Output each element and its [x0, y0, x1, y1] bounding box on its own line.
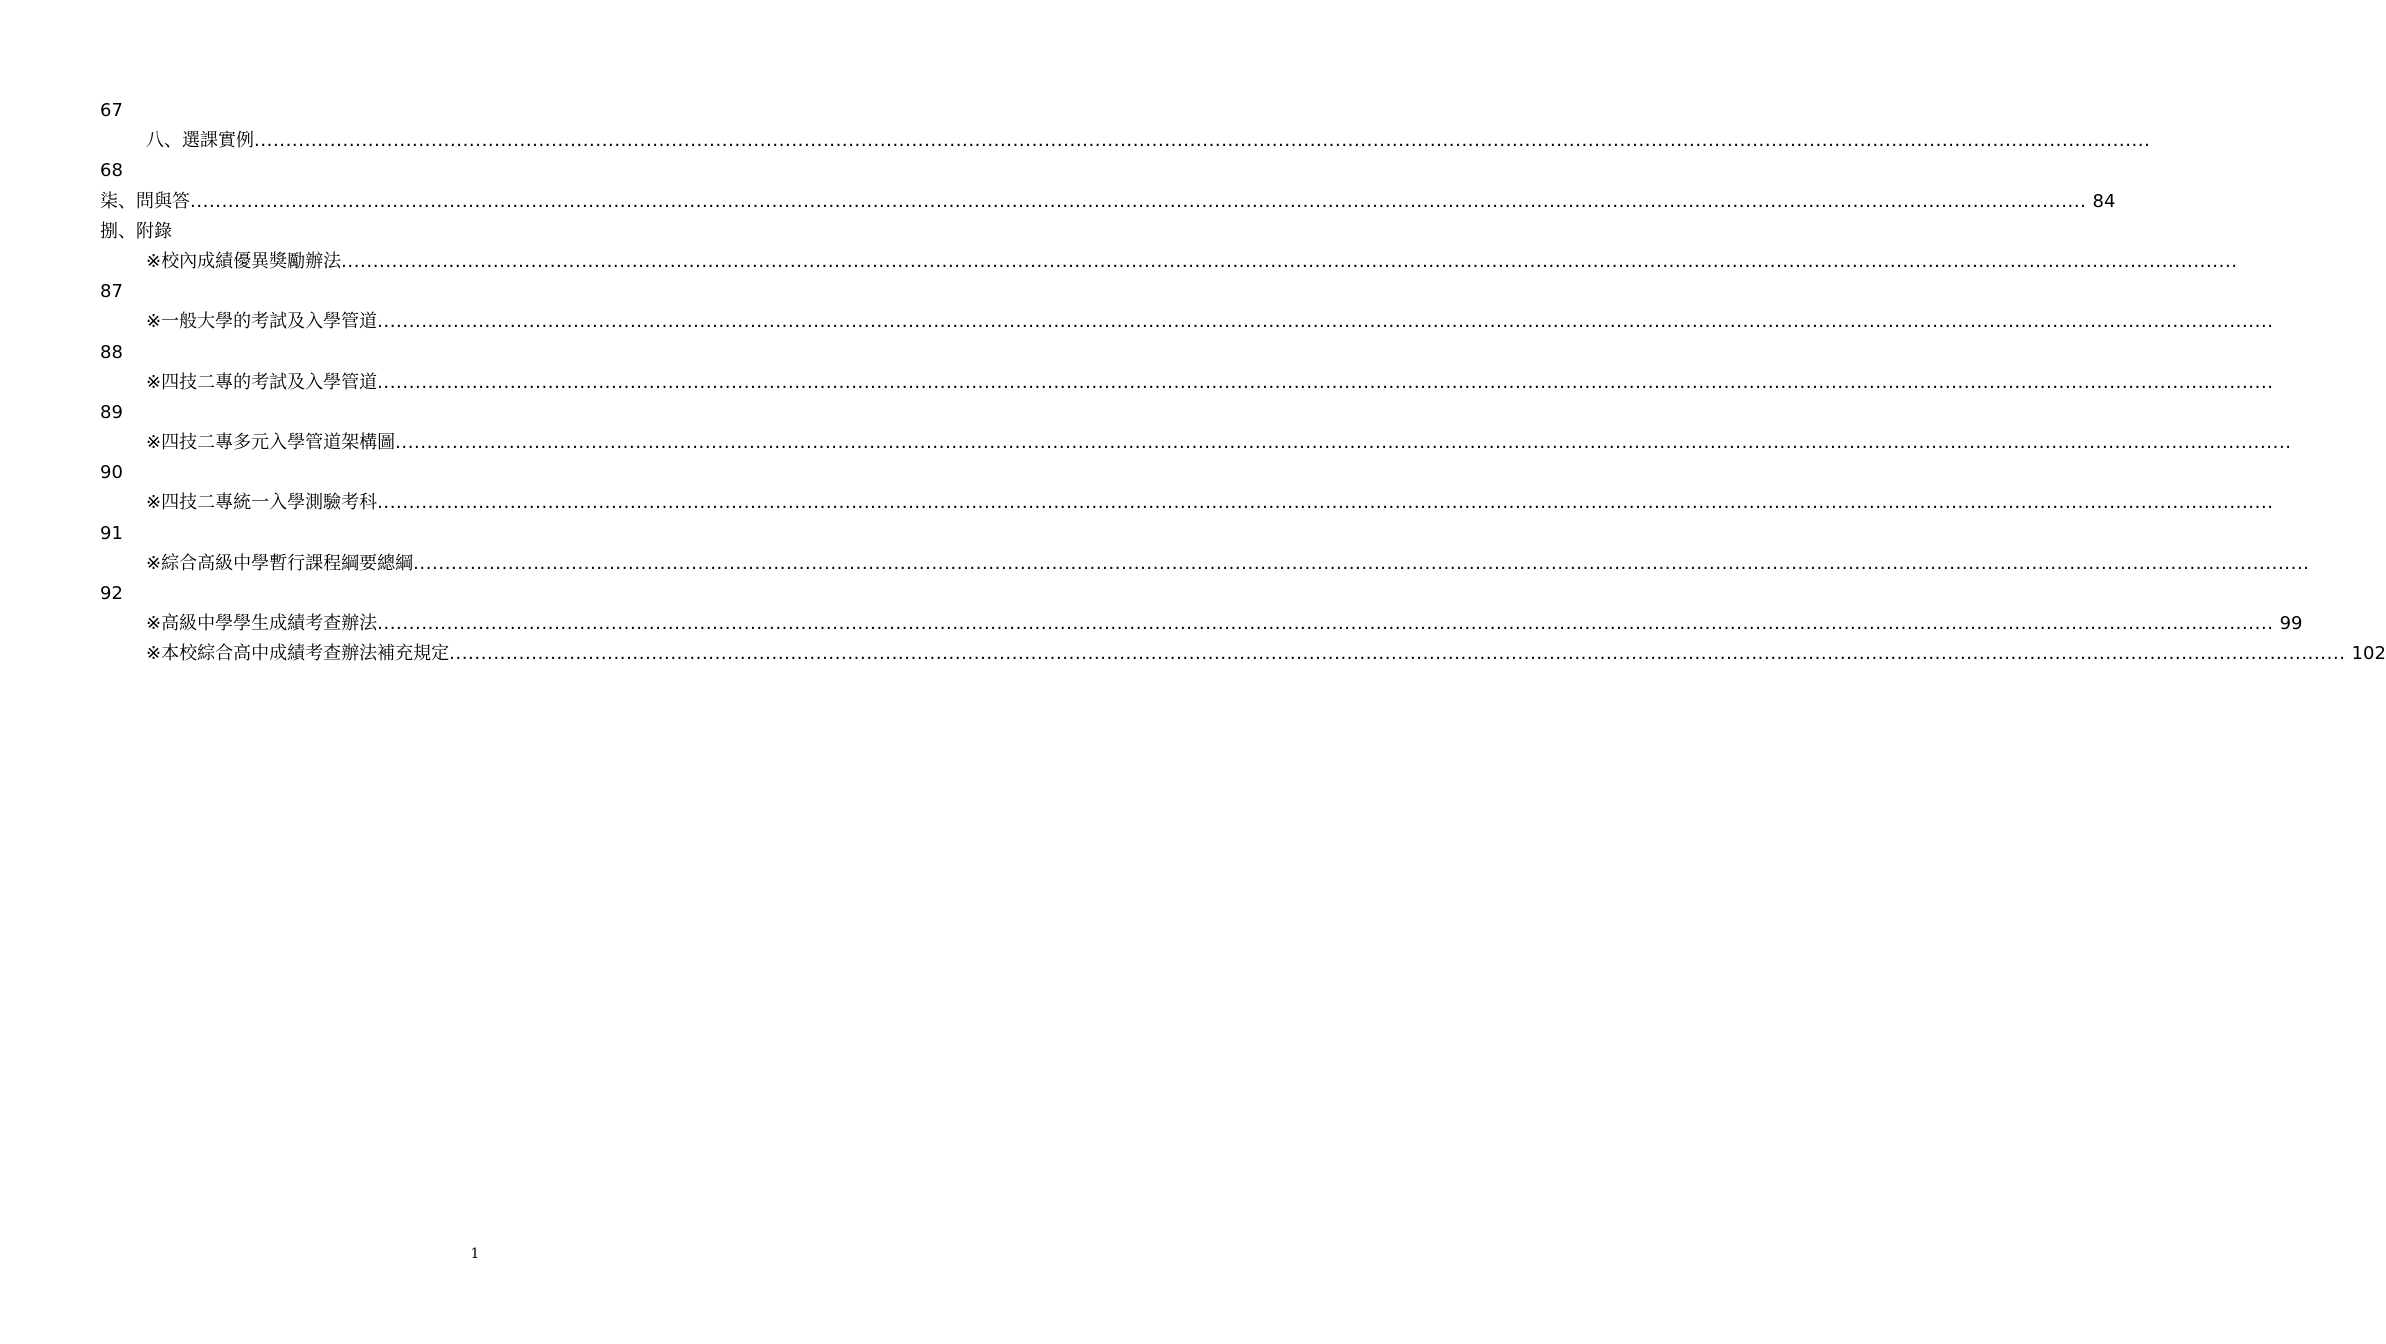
toc-entry [100, 368, 2274, 398]
toc-heading-label: 捌、附錄 [100, 220, 172, 242]
dot-leader: ............................................................................................................................................................................................................................................................................................................ [413, 552, 2310, 574]
dot-leader: ............................................................................................................................................................................................................................................................................................................ [377, 371, 2274, 393]
toc-entry-label: 八、選課實例 [146, 130, 254, 152]
toc-page-number: 67 [100, 100, 123, 121]
dot-leader: ............................................................................................................................................................................................................................................................................................................ [190, 190, 2087, 212]
toc-entry [100, 187, 2116, 217]
toc-entry-label: ※高級中學學生成績考查辦法 [146, 613, 378, 635]
toc-page-number-line [100, 338, 860, 368]
toc-page-number-line [100, 579, 860, 609]
toc-entry-label: ※校內成績優異獎勵辦法 [146, 250, 342, 272]
toc-page-number: 68 [100, 160, 123, 182]
toc-entry-label: 柒、問與答 [100, 190, 190, 212]
footer-page-number: 1 [470, 1246, 480, 1262]
toc-entry [100, 549, 2310, 579]
toc-entry [100, 126, 2151, 156]
toc-section-heading [100, 217, 860, 247]
dot-leader: ............................................................................................................................................................................................................................................................................................................ [341, 250, 2238, 272]
toc-entry [100, 247, 2238, 277]
toc-page-number-line [100, 96, 860, 126]
toc-page-number: 92 [100, 583, 123, 604]
toc-page-number-line [100, 458, 860, 488]
toc-page-number-line [100, 398, 860, 428]
toc-entry-label: ※本校綜合高中成績考查辦法補充規定 [146, 643, 450, 665]
toc-page-number-line [100, 277, 860, 307]
toc-entry [100, 307, 2274, 337]
toc-page-number: 89 [100, 401, 123, 423]
toc-entry-label: ※一般大學的考試及入學管道 [146, 311, 378, 333]
dot-leader: ............................................................................................................................................................................................................................................................................................................ [254, 130, 2151, 152]
toc-entry [100, 488, 2274, 518]
toc-page-number: 87 [100, 281, 123, 303]
toc-entry [100, 428, 2292, 458]
dot-leader: ............................................................................................................................................................................................................................................................................................................ [377, 613, 2274, 635]
toc-page-number-line [100, 156, 860, 186]
toc-entry-label: ※四技二專的考試及入學管道 [146, 371, 378, 393]
toc-entry [100, 639, 2386, 669]
toc-page-number: 90 [100, 462, 123, 484]
toc-entry [100, 609, 2303, 639]
dot-leader: ............................................................................................................................................................................................................................................................................................................ [449, 643, 2346, 665]
toc-entry-page: 99 [2279, 613, 2303, 635]
toc-entry-label: ※綜合高級中學暫行課程綱要總綱 [146, 552, 414, 574]
toc-page-number: 88 [100, 341, 123, 363]
toc-entry-page: 102 [2351, 643, 2386, 665]
toc-page-number-line [100, 519, 860, 549]
toc-entry-page: 84 [2092, 190, 2116, 212]
dot-leader: ............................................................................................................................................................................................................................................................................................................ [395, 432, 2292, 454]
toc-entry-label: ※四技二專統一入學測驗考科 [146, 492, 378, 514]
dot-leader: ............................................................................................................................................................................................................................................................................................................ [377, 311, 2274, 333]
dot-leader: ............................................................................................................................................................................................................................................................................................................ [377, 492, 2274, 514]
toc-entry-label: ※四技二專多元入學管道架構圖 [146, 432, 396, 454]
toc-page-number: 91 [100, 522, 123, 544]
table-of-contents [100, 96, 2386, 670]
